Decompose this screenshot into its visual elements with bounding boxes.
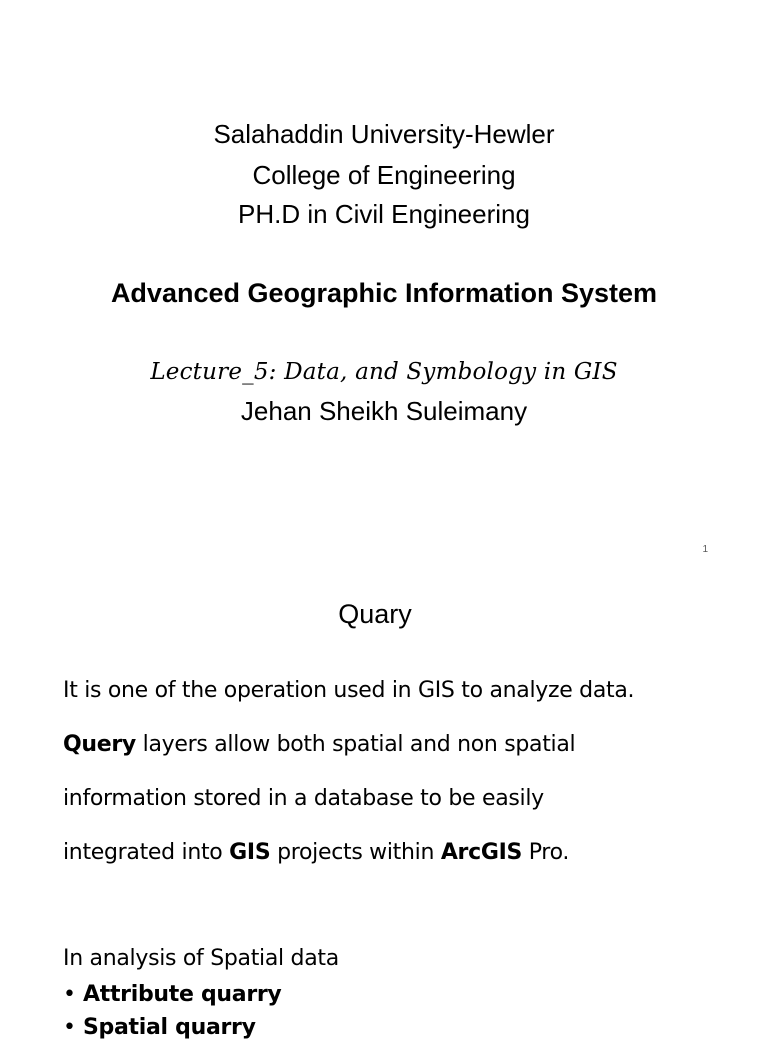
bullet-item xyxy=(63,981,281,1009)
bold-term: Query xyxy=(63,732,136,757)
course-title: Advanced Geographic Information System xyxy=(110,278,658,308)
line-text: projects within xyxy=(270,840,441,865)
lecture-title: Lecture_5: Data, and Symbology in GIS xyxy=(150,359,618,385)
bullet-symbol: • xyxy=(63,1015,76,1040)
paragraph-line xyxy=(63,785,544,813)
line-text: integrated into xyxy=(63,840,230,865)
analysis-intro: In analysis of Spatial data xyxy=(63,946,339,971)
bold-term: ArcGIS xyxy=(440,840,523,865)
query-slide xyxy=(0,576,768,1040)
bullet-symbol: • xyxy=(63,982,76,1007)
bold-term: GIS xyxy=(229,840,271,865)
line-text: layers allow both spatial and non spatial xyxy=(135,732,576,757)
university-name: Salahaddin University-Hewler xyxy=(213,119,555,149)
program-name: PH.D in Civil Engineering xyxy=(238,199,530,229)
line-text: It is one of the operation used in GIS to analyze data. xyxy=(63,678,635,703)
paragraph-line xyxy=(63,839,569,867)
bullet-label: Attribute quarry xyxy=(83,982,282,1007)
paragraph-line xyxy=(63,677,634,705)
bullet-item xyxy=(63,1014,256,1042)
slide-title: Quary xyxy=(338,599,412,629)
page-number: 1 xyxy=(702,544,708,555)
paragraph-line xyxy=(63,731,575,759)
college-name: College of Engineering xyxy=(252,160,516,190)
bullet-label: Spatial quarry xyxy=(83,1015,256,1040)
author-name: Jehan Sheikh Suleimany xyxy=(240,396,528,426)
line-text: information stored in a database to be easily xyxy=(63,786,544,811)
line-text: Pro. xyxy=(522,840,570,865)
